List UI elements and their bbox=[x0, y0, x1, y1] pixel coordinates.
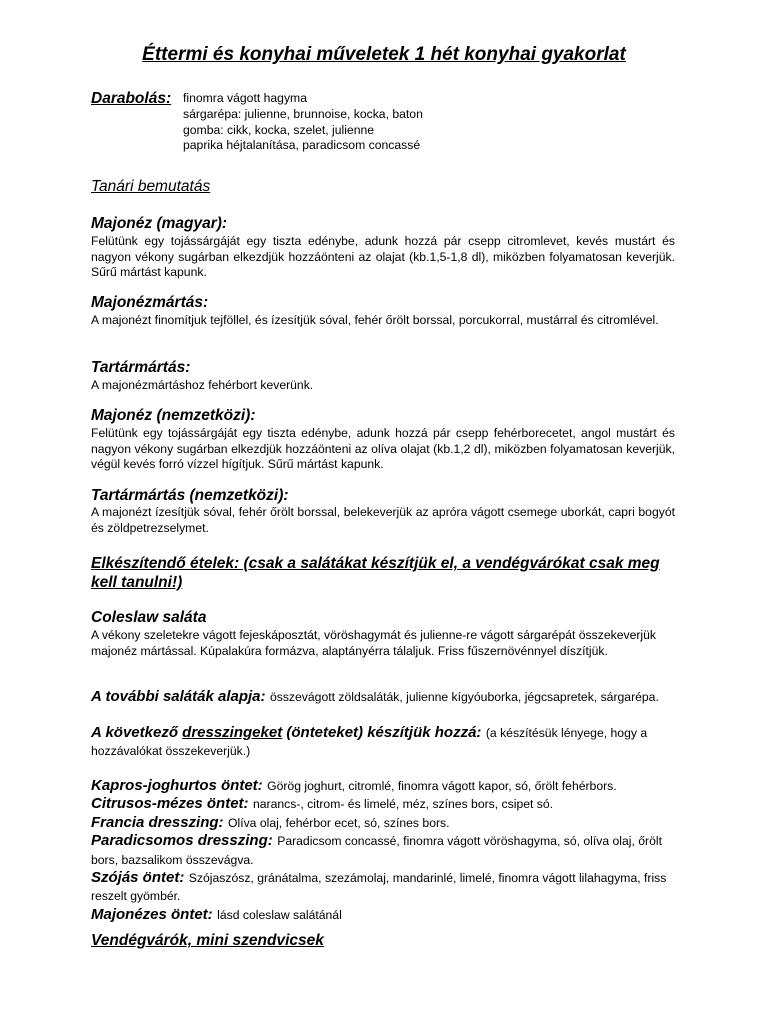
section-text: Felütünk egy tojássárgáját egy tiszta edénybe, adunk hozzá pár csepp fehérborecetet, angol mustárt és nagyon vékony sugárban elkezdjük hozzáönteni az olíva olajat (kb.1,2 dl), miközben folyamatosan keverjük, végül kevés forró vízzel hígítjuk. Sűrű mártást kapunk. bbox=[91, 426, 675, 472]
list-item: paprika héjtalanítása, paradicsom concassé bbox=[183, 138, 421, 153]
section-heading: Majonéz (magyar): bbox=[91, 215, 228, 232]
tovabbi-line bbox=[91, 689, 681, 705]
section-heading: Majonéz (nemzetközi): bbox=[91, 407, 256, 424]
kovetkezo-line bbox=[91, 724, 681, 760]
list-item: gomba: cikk, kocka, szelet, julienne bbox=[183, 122, 375, 137]
darabolas-list bbox=[183, 91, 423, 154]
tanari-heading: Tanári bemutatás bbox=[91, 178, 211, 195]
dressing-list bbox=[91, 777, 681, 924]
dressing-item: Paradicsomos dresszing: Paradicsom concassé, finomra vágott vöröshagyma, só, olíva olaj, őrölt bors, bazsalikom összevágva. bbox=[91, 832, 662, 867]
section-text: A majonézt finomítjuk tejföllel, és ízesítjük sóval, fehér őrölt borssal, porcukorral, mustárral és citromlével. bbox=[91, 313, 659, 327]
dresszingeket-word: dresszingeket bbox=[182, 724, 283, 741]
list-item: sárgarépa: julienne, brunnoise, kocka, baton bbox=[183, 106, 423, 121]
section-heading: Majonézmártás: bbox=[91, 294, 209, 311]
section-heading: Tartármártás: bbox=[91, 359, 191, 376]
dressing-item: Szójás öntet: Szójaszósz, gránátalma, szezámolaj, mandarinlé, limelé, finomra vágott lilahagyma, friss reszelt gyömbér. bbox=[91, 869, 667, 904]
coleslaw-heading: Coleslaw saláta bbox=[91, 609, 207, 626]
section-text: A majonézmártáshoz fehérbort keverünk. bbox=[91, 378, 314, 392]
dressing-item: Kapros-joghurtos öntet: Görög joghurt, citromlé, finomra vágott kapor, só, őrölt fehérbors. bbox=[91, 777, 617, 794]
tovabbi-text: összevágott zöldsaláták, julienne kígyóuborka, jégcsapretek, sárgarépa. bbox=[269, 690, 659, 704]
elkeszitendo-heading: Elkészítendő ételek: (csak a salátákat készítjük el, a vendégvárókat csak meg kell tanulni!) bbox=[91, 555, 660, 591]
kovetkezo-label: A következő dresszingeket (önteteket) készítjük hozzá: bbox=[91, 724, 482, 741]
vendegvarok-heading: Vendégvárók, mini szendvicsek bbox=[91, 932, 324, 949]
dressing-item: Francia dresszing: Olíva olaj, fehérbor ecet, só, színes bors. bbox=[91, 813, 450, 831]
tovabbi-label: A további saláták alapja: bbox=[91, 688, 266, 705]
coleslaw-text: A vékony szeletekre vágott fejeskáposztát, vöröshagymát és julienne-re vágott sárgarépát összekeverjük majonéz mártással. Kúpalakúra formázva, alaptányérra tálaljuk. Friss fűszernövénnyel díszítjük. bbox=[91, 628, 656, 658]
list-item: finomra vágott hagyma bbox=[183, 91, 307, 105]
section-text: A majonézt ízesítjük sóval, fehér őrölt borssal, belekeverjük az apróra vágott csemege uborkát, capri bogyót és zöldpetrezselymet. bbox=[91, 505, 675, 535]
dressing-item: Citrusos-mézes öntet: narancs-, citrom- és limelé, méz, színes bors, csipet só. bbox=[91, 795, 554, 813]
darabolas-label: Darabolás: bbox=[91, 90, 172, 107]
section-heading: Tartármártás (nemzetközi): bbox=[91, 487, 289, 504]
dressing-item: Majonézes öntet: lásd coleslaw salátánál bbox=[91, 905, 342, 923]
page-title: Éttermi és konyhai műveletek 1 hét konyhai gyakorlat bbox=[142, 44, 626, 65]
kovetkezo-text: (a készítésük lényege, hogy a hozzávalókat összekeverjük.) bbox=[91, 726, 648, 758]
section-text: Felütünk egy tojássárgáját egy tiszta edénybe, adunk hozzá pár csepp citromlevet, kevés mustárt és nagyon vékony sugárban elkezdjük hozzáönteni az olajat (kb.1,5-1,8 dl), miközben folyamatosan keverjük. Sűrű mártást kapunk. bbox=[91, 234, 675, 280]
